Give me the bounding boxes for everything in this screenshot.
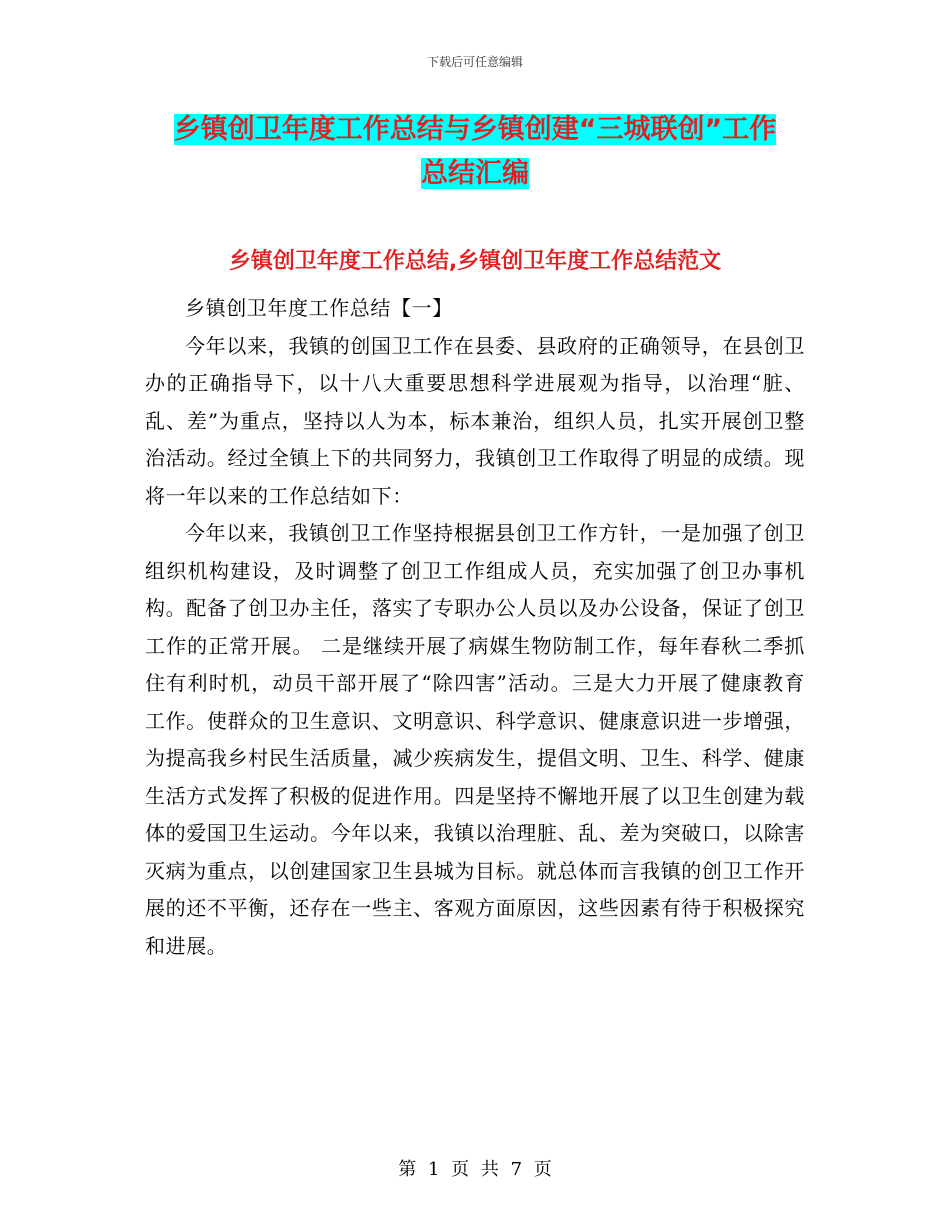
body-text bbox=[145, 290, 805, 965]
document-title bbox=[145, 108, 805, 196]
title-line-1: 乡镇创卫年度工作总结与乡镇创建“三城联创”工作 bbox=[173, 114, 777, 145]
section-heading: 乡镇创卫年度工作总结,乡镇创卫年度工作总结范文 bbox=[228, 249, 722, 274]
paragraph-heading: 乡镇创卫年度工作总结【一】 bbox=[185, 296, 453, 320]
paragraph: 今年以来，我镇的创国卫工作在县委、县政府的正确领导，在县创卫办的正确指导下，以十八大重要思想科学进展观为指导，以治理“脏、乱、差”为重点，坚持以人为本，标本兼治，组织人员，扎实开展创卫整治活动。经过全镇上下的共同努力，我镇创卫工作取得了明显的成绩。现将一年以来的工作总结如下： bbox=[145, 333, 805, 508]
header-note: 下载后可任意编辑 bbox=[426, 55, 523, 69]
title-line-2: 总结汇编 bbox=[421, 158, 529, 189]
page-footer: 第 1 页 共 7 页 bbox=[398, 1159, 552, 1180]
paragraph: 今年以来，我镇创卫工作坚持根据县创卫工作方针，一是加强了创卫组织机构建设，及时调整了创卫工作组成人员，充实加强了创卫办事机构。配备了创卫办主任，落实了专职办公人员以及办公设备，保证了创卫工作的正常开展。 二是继续开展了病媒生物防制工作，每年春秋二季抓住有利时机，动员干部开展了“除四害”活动。三是大力开展了健康教育工作。使群众的卫生意识、文明意识、科学意识、健康意识进一步增强，为提高我乡村民生活质量，减少疾病发生，提倡文明、卫生、科学、健康生活方式发挥了积极的促进作用。四是坚持不懈地开展了以卫生创建为载体的爱国卫生运动。今年以来，我镇以治理脏、乱、差为突破口，以除害灭病为重点，以创建国家卫生县城为目标。就总体而言我镇的创卫工作开展的还不平衡，还存在一些主、客观方面原因，这些因素有待于积极探究和进展。 bbox=[145, 521, 805, 958]
